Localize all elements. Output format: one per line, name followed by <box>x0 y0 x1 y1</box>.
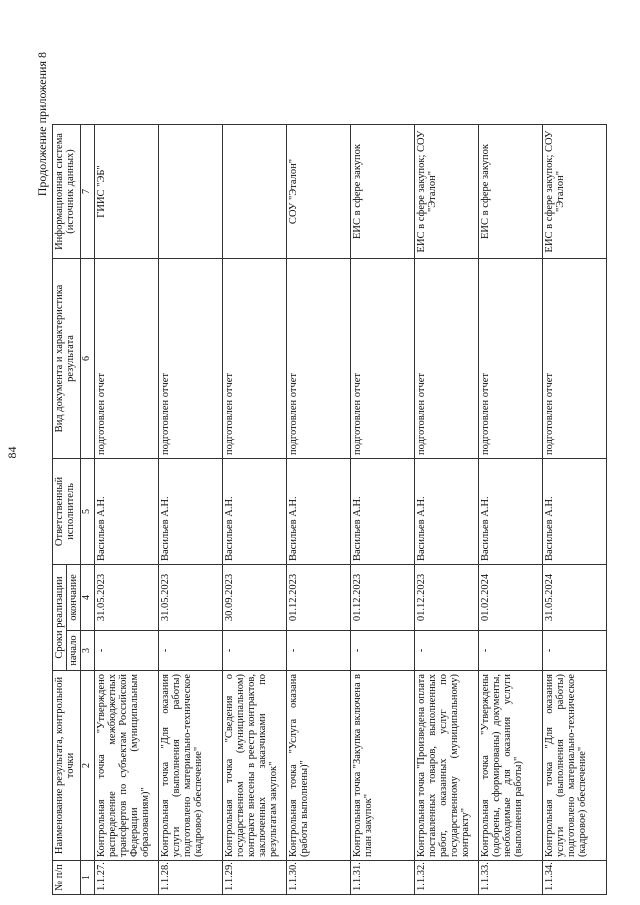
info-system: ЕИС в сфере закупок; СОУ "Эталон" <box>414 124 478 258</box>
header-terms: Сроки реализации <box>53 564 67 670</box>
column-index: 7 <box>81 124 95 258</box>
info-system <box>158 124 222 258</box>
end-date: 31.05.2023 <box>158 564 222 630</box>
row-number: 1.1.28. <box>158 861 222 895</box>
continuation-heading: Продолжение приложения 8 <box>35 52 49 197</box>
header-end: окончание <box>67 564 81 630</box>
result-name: Контрольная точка "Утверждено распределение межбюджетных трансфертов по субъектам Российской Федерации (муниципальным образованиям)" <box>94 671 158 861</box>
row-number: 1.1.33. <box>478 861 542 895</box>
document-type: подготовлен отчет <box>478 258 542 458</box>
end-date: 31.05.2023 <box>94 564 158 630</box>
row-number: 1.1.31. <box>350 861 414 895</box>
info-system <box>222 124 286 258</box>
column-index: 5 <box>81 458 95 564</box>
table-row <box>350 124 414 894</box>
start-date: - <box>542 631 606 671</box>
row-number: 1.1.29. <box>222 861 286 895</box>
row-number: 1.1.32. <box>414 861 478 895</box>
document-type: подготовлен отчет <box>350 258 414 458</box>
start-date: - <box>286 631 350 671</box>
row-number: 1.1.34. <box>542 861 606 895</box>
executor: Васильев А.Н. <box>414 458 478 564</box>
document-type: подготовлен отчет <box>222 258 286 458</box>
end-date: 31.05.2024 <box>542 564 606 630</box>
table-row <box>286 124 350 894</box>
executor: Васильев А.Н. <box>94 458 158 564</box>
document-type: подготовлен отчет <box>94 258 158 458</box>
table-row <box>222 124 286 894</box>
result-name: Контрольная точка "Сведения о государственном (муниципальном) контракте внесены в реестр контрактов, заключенных заказчиками по результатам закупок" <box>222 671 286 861</box>
result-name: Контрольная точка "Для оказания услуги (выполнения работы) подготовлено материально-техническое (кадровое) обеспечение" <box>158 671 222 861</box>
result-name: Контрольная точка "Утверждены (одобрены, сформированы) документы, необходимые для оказания услуги (выполнения работы)" <box>478 671 542 861</box>
header-executor: Ответственный исполнитель <box>53 458 81 564</box>
start-date: - <box>414 631 478 671</box>
executor: Васильев А.Н. <box>478 458 542 564</box>
result-name: Контрольная точка "Закупка включена в план закупок" <box>350 671 414 861</box>
document-type: подготовлен отчет <box>286 258 350 458</box>
start-date: - <box>350 631 414 671</box>
header-name: Наименование результата, контрольной точки <box>53 671 81 861</box>
header-start: начало <box>67 631 81 671</box>
result-name: Контрольная точка "Услуга оказана (работы выполнены)" <box>286 671 350 861</box>
end-date: 01.12.2023 <box>350 564 414 630</box>
page-number: 84 <box>5 446 19 459</box>
row-number: 1.1.27. <box>94 861 158 895</box>
executor: Васильев А.Н. <box>222 458 286 564</box>
table-row <box>158 124 222 894</box>
info-system: ГИИС "ЭБ" <box>94 124 158 258</box>
table-row <box>478 124 542 894</box>
document-type: подготовлен отчет <box>414 258 478 458</box>
executor: Васильев А.Н. <box>542 458 606 564</box>
table-row <box>542 124 606 894</box>
info-system: ЕИС в сфере закупок <box>350 124 414 258</box>
start-date: - <box>94 631 158 671</box>
column-index: 2 <box>81 671 95 861</box>
column-index: 3 <box>81 631 95 671</box>
executor: Васильев А.Н. <box>158 458 222 564</box>
end-date: 01.02.2024 <box>478 564 542 630</box>
info-system: ЕИС в сфере закупок <box>478 124 542 258</box>
end-date: 30.09.2023 <box>222 564 286 630</box>
info-system: СОУ "Эталон" <box>286 124 350 258</box>
document-type: подготовлен отчет <box>158 258 222 458</box>
result-name: Контрольная точка "Для оказания услуги (выполнения работы) подготовлено материально-техническое (кадровое) обеспечение" <box>542 671 606 861</box>
start-date: - <box>478 631 542 671</box>
end-date: 01.12.2023 <box>414 564 478 630</box>
info-system: ЕИС в сфере закупок; СОУ "Эталон" <box>542 124 606 258</box>
row-number: 1.1.30. <box>286 861 350 895</box>
table-row <box>94 124 158 894</box>
results-table <box>52 124 607 895</box>
executor: Васильев А.Н. <box>350 458 414 564</box>
column-index-row <box>81 124 95 894</box>
header-system: Информационная система (источник данных) <box>53 124 81 258</box>
result-name: Контрольная точка "Произведена оплата поставленных товаров, выполненных работ, оказанных услуг по государственному (муниципальному) контракту" <box>414 671 478 861</box>
column-index: 6 <box>81 258 95 458</box>
column-index: 1 <box>81 861 95 895</box>
start-date: - <box>222 631 286 671</box>
table-row <box>414 124 478 894</box>
start-date: - <box>158 631 222 671</box>
document-type: подготовлен отчет <box>542 258 606 458</box>
header-num: № п/п <box>53 861 81 895</box>
executor: Васильев А.Н. <box>286 458 350 564</box>
header-row <box>53 124 67 894</box>
header-doc: Вид документа и характеристика результата <box>53 258 81 458</box>
end-date: 01.12.2023 <box>286 564 350 630</box>
column-index: 4 <box>81 564 95 630</box>
